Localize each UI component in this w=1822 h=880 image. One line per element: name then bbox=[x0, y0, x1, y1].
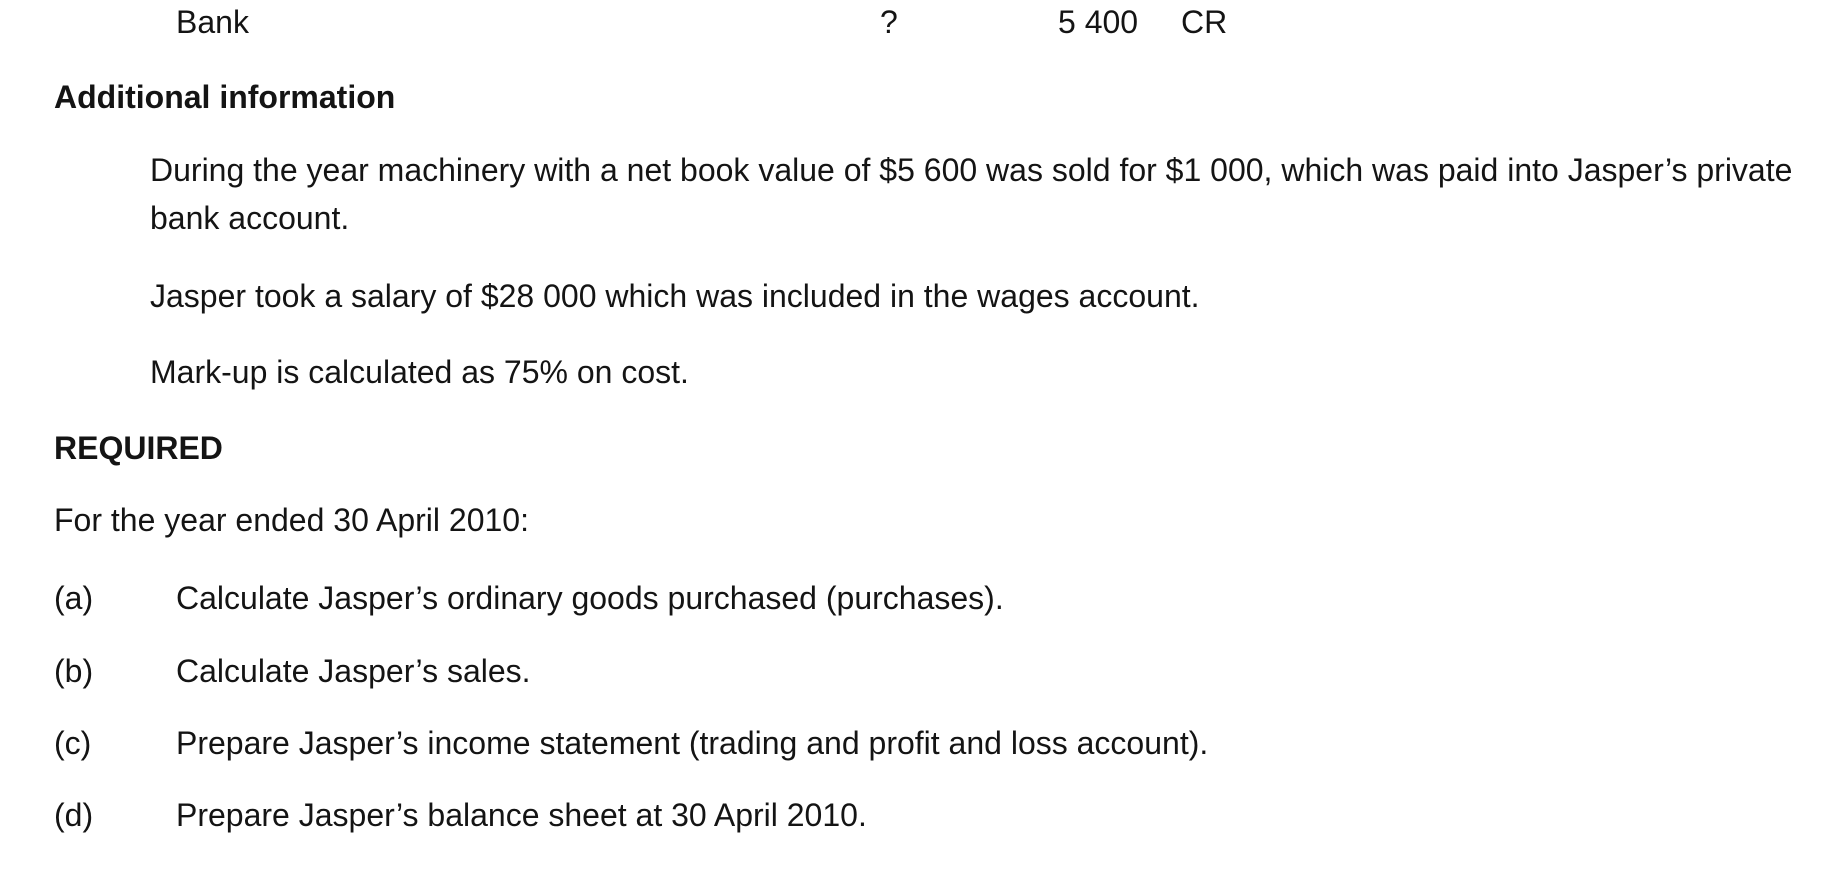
row-label: Bank bbox=[176, 4, 249, 40]
list-item-text: Calculate Jasper’s sales. bbox=[176, 653, 531, 689]
additional-info-paragraph: Mark-up is calculated as 75% on cost. bbox=[150, 354, 689, 390]
list-item-text: Calculate Jasper’s ordinary goods purchased (purchases). bbox=[176, 580, 1004, 616]
additional-info-paragraph: During the year machinery with a net book value of $5 600 was sold for $1 000, which was paid into Jasper’s private bank account. bbox=[150, 152, 1793, 236]
additional-info-heading: Additional information bbox=[54, 79, 396, 115]
list-marker: (b) bbox=[54, 653, 94, 689]
required-intro: For the year ended 30 April 2010: bbox=[54, 502, 529, 538]
list-marker: (c) bbox=[54, 725, 92, 761]
row-balance-suffix: CR bbox=[1181, 4, 1228, 40]
list-item-text: Prepare Jasper’s income statement (trading and profit and loss account). bbox=[176, 725, 1209, 761]
list-marker: (d) bbox=[54, 797, 94, 833]
row-value-unknown: ? bbox=[880, 4, 898, 40]
row-balance-value: 5 400 bbox=[1058, 4, 1139, 40]
list-item-text: Prepare Jasper’s balance sheet at 30 April 2010. bbox=[176, 797, 867, 833]
list-marker: (a) bbox=[54, 580, 94, 616]
additional-info-paragraph: Jasper took a salary of $28 000 which was included in the wages account. bbox=[150, 278, 1200, 314]
required-heading: REQUIRED bbox=[54, 430, 223, 466]
